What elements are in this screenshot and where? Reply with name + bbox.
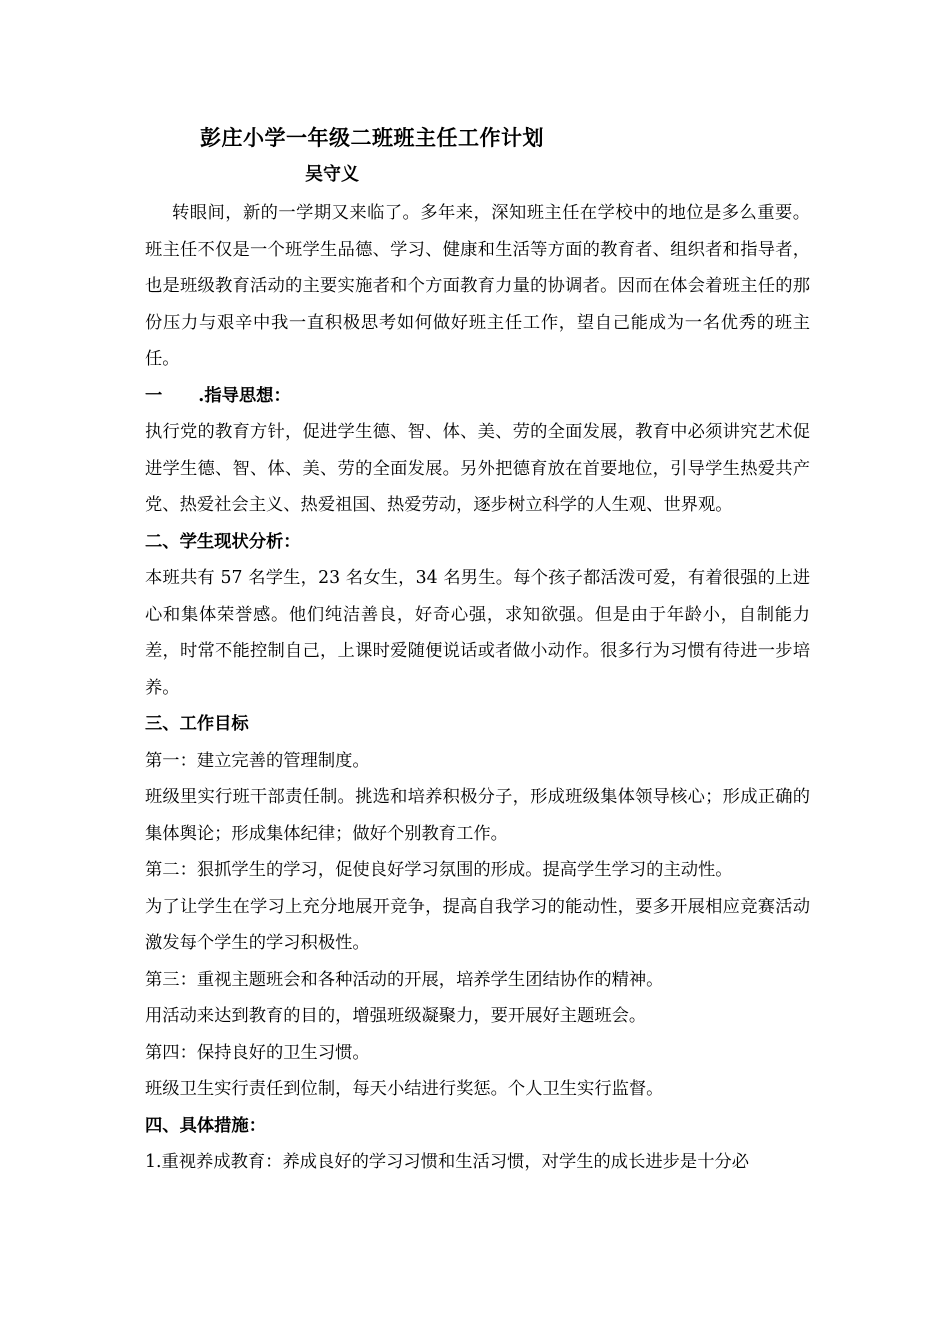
section-2-heading: 二、学生现状分析： xyxy=(145,531,301,552)
measure-1-paragraph: 1.重视养成教育：养成良好的学习习惯和生活习惯，对学生的成长进步是十分必 xyxy=(145,1152,750,1172)
section-3-heading: 三、工作目标 xyxy=(145,714,249,734)
section-1-paragraph: 执行党的教育方针，促进学生德、智、体、美、劳的全面发展，教育中必须讲究艺术促进学生德、智、体、美、劳的全面发展。另外把德育放在首要地位，引导学生热爱共产党、热爱社会主义、热爱祖国、热爱劳动，逐步树立科学的人生观、世界观。 xyxy=(145,422,810,515)
goal-3-title: 第三：重视主题班会和各种活动的开展，培养学生团结协作的精神。 xyxy=(145,969,664,990)
section-4-heading: 四、具体措施： xyxy=(145,1115,266,1136)
section-1-heading xyxy=(145,378,810,415)
document-title: 彭庄小学一年级二班班主任工作计划 xyxy=(200,125,544,150)
goal-2-paragraph: 为了让学生在学习上充分地展开竞争，提高自我学习的能动性，要多开展相应竞赛活动激发每个学生的学习积极性。 xyxy=(145,896,810,953)
section-1-number: 一 xyxy=(145,385,163,406)
document-author: 吴守义 xyxy=(305,164,359,185)
section-1-title: .指导思想： xyxy=(198,385,291,406)
goal-2-title: 第二：狠抓学生的学习，促使良好学习氛围的形成。提高学生学习的主动性。 xyxy=(145,860,733,880)
section-2-paragraph: 本班共有 57 名学生，23 名女生，34 名男生。每个孩子都活泼可爱，有着很强的上进心和集体荣誉感。他们纯洁善良，好奇心强，求知欲强。但是由于年龄小，自制能力差，时常不能控制自己，上课时爱随便说话或者做小动作。很多行为习惯有待进一步培养。 xyxy=(145,568,810,698)
goal-4-paragraph: 班级卫生实行责任到位制，每天小结进行奖惩。个人卫生实行监督。 xyxy=(145,1079,664,1099)
goal-1-title: 第一：建立完善的管理制度。 xyxy=(145,750,370,771)
goal-3-paragraph: 用活动来达到教育的目的，增强班级凝聚力，要开展好主题班会。 xyxy=(145,1006,647,1026)
intro-paragraph: 转眼间，新的一学期又来临了。多年来，深知班主任在学校中的地位是多么重要。班主任不仅是一个班学生品德、学习、健康和生活等方面的教育者、组织者和指导者，也是班级教育活动的主要实施者和个方面教育力量的协调者。因而在体会着班主任的那份压力与艰辛中我一直积极思考如何做好班主任工作，望自己能成为一名优秀的班主任。 xyxy=(145,203,810,369)
goal-1-paragraph: 班级里实行班干部责任制。挑选和培养积极分子，形成班级集体领导核心；形成正确的集体舆论；形成集体纪律；做好个别教育工作。 xyxy=(145,787,810,844)
goal-4-title: 第四：保持良好的卫生习惯。 xyxy=(145,1042,370,1063)
document-body xyxy=(145,195,810,1181)
